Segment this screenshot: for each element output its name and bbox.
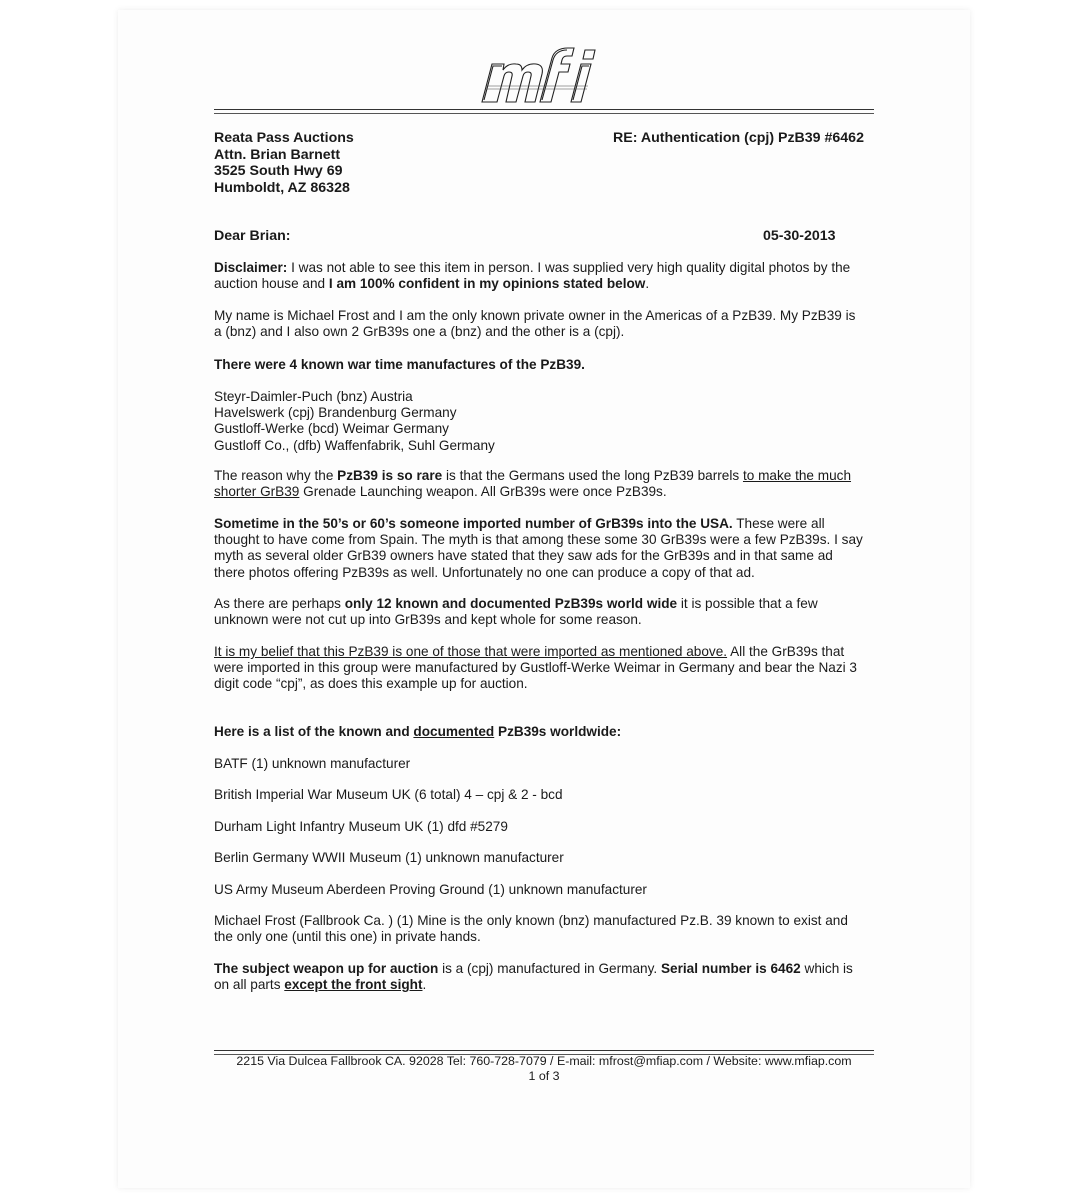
manufacturers-heading: [214, 357, 879, 373]
disclaimer-paragraph: [214, 260, 879, 292]
documented-text: As there are perhaps: [214, 596, 345, 611]
known-list-text: BATF (1) unknown manufacturer: [214, 756, 411, 771]
weapon-text: which is: [800, 961, 853, 976]
rarity-underline: to make the much: [742, 468, 852, 483]
import-paragraph: [214, 516, 879, 581]
header-rule: [214, 109, 874, 110]
known-list-text: US Army Museum Aberdeen Proving Ground (1) unknown manufacturer: [214, 882, 647, 897]
belief-underline: It is my belief that this PzB39 is one of those that were imported as mentioned above.: [214, 644, 728, 659]
rarity-bold: PzB39 is so rare: [337, 468, 443, 483]
rarity-text: Grenade Launching weapon. All GrB39s were once PzB39s.: [299, 484, 667, 500]
belief-line: digit code “cpj”, as does this example up for auction.: [214, 676, 528, 692]
known-list-heading: [214, 724, 879, 740]
import-bold: Sometime in the 50’s or 60’s someone imported number of GrB39s into the USA.: [214, 516, 733, 531]
belief-line: were imported in this group were manufactured by Gustloff-Werke Weimar in Germany and bear the Nazi 3: [214, 660, 857, 676]
import-text: These were all: [732, 516, 825, 531]
footer-contact: 2215 Via Dulcea Fallbrook CA. 92028 Tel: 760-728-7079 / E-mail: mfrost@mfiap.com / Website: www.mfiap.com: [236, 1054, 852, 1068]
logo-text: mfi: [476, 42, 478, 43]
weapon-text: is a (cpj) manufactured in Germany.: [438, 961, 661, 976]
subject-weapon-paragraph: [214, 961, 879, 993]
front-sight-note: except the front sight: [284, 977, 423, 993]
rarity-text: is that the Germans used the long PzB39 barrels: [442, 468, 743, 483]
known-list-text: Berlin Germany WWII Museum (1) unknown manufacturer: [214, 850, 564, 865]
subject-line: RE: Authentication (cpj) PzB39 #6462: [613, 130, 864, 146]
salutation: Dear Brian:: [214, 228, 291, 244]
known-list-text: British Imperial War Museum UK (6 total) 4 – cpj & 2 - bcd: [214, 787, 563, 802]
list-heading-underline: documented: [413, 724, 495, 739]
weapon-text: .: [422, 977, 427, 993]
weapon-bold: The subject weapon up for auction: [214, 961, 439, 976]
list-heading-text: Here is a list of the known and: [214, 724, 414, 739]
header-rule-thin: [214, 113, 874, 114]
disclaimer-label: Disclaimer:: [214, 260, 288, 275]
recipient-line: Reata Pass Auctions: [214, 130, 354, 146]
belief-paragraph: [214, 644, 879, 693]
frost-line: Michael Frost (Fallbrook Ca. ) (1) Mine is the only known (bnz) manufactured Pz.B. 39 known to exist and: [214, 913, 848, 928]
intro-paragraph: [214, 308, 879, 340]
recipient-line: 3525 South Hwy 69: [214, 163, 343, 179]
known-list-item: [214, 756, 879, 772]
manufacturer-item: Gustloff Co., (dfb) Waffenfabrik, Suhl Germany: [214, 437, 495, 453]
rarity-paragraph: [214, 468, 879, 500]
manufacturer-item: Havelswerk (cpj) Brandenburg Germany: [214, 405, 457, 421]
mfi-logo: [476, 42, 600, 106]
manufacturer-item: Steyr-Daimler-Puch (bnz) Austria: [214, 389, 413, 404]
disclaimer-text: I was not able to see this item in person. I was supplied very high quality digital photos by the: [287, 260, 851, 275]
disclaimer-bold: I am 100% confident in my opinions stated below: [328, 276, 646, 292]
recipient-line: Humboldt, AZ 86328: [214, 179, 350, 196]
intro-line: a (bnz) and I also own 2 GrB39s one a (bnz) and the other is a (cpj).: [214, 324, 625, 340]
letter-date: 05-30-2013: [763, 228, 836, 244]
disclaimer-text: auction house and: [214, 276, 329, 292]
footer-rule: [214, 1050, 874, 1051]
rarity-text: The reason why the: [214, 468, 338, 483]
recipient-line: Attn. Brian Barnett: [214, 146, 341, 163]
manufacturers-heading-text: There were 4 known war time manufactures of the PzB39.: [214, 357, 585, 372]
known-list-item: [214, 850, 879, 866]
disclaimer-end: .: [645, 276, 650, 292]
documented-bold: only 12 known and documented PzB39s world wide: [344, 596, 678, 611]
rarity-underline: shorter GrB39: [214, 484, 300, 500]
intro-line: My name is Michael Frost and I am the only known private owner in the Americas of a PzB39. My PzB39 is: [214, 308, 856, 323]
known-list-item: [214, 819, 879, 835]
frost-line: the only one (until this one) in private hands.: [214, 929, 481, 945]
serial-bold: Serial number is 6462: [660, 961, 801, 976]
documented-text: it is possible that a few: [677, 596, 818, 611]
belief-text: All the GrB39s that: [727, 644, 845, 659]
page-number: 1 of 3: [528, 1069, 560, 1083]
manufacturers-list: [214, 389, 879, 454]
known-list-item: [214, 787, 879, 803]
known-list-text: Durham Light Infantry Museum UK (1) dfd #5279: [214, 819, 508, 834]
list-heading-text: PzB39s worldwide:: [494, 724, 622, 739]
import-line: myth as several older GrB39 owners have stated that they saw ads for the GrB39s and in that same ad: [214, 548, 833, 564]
weapon-text: on all parts: [214, 977, 285, 993]
known-list-item: [214, 882, 879, 898]
manufacturer-item: Gustloff-Werke (bcd) Weimar Germany: [214, 421, 449, 437]
frost-entry: [214, 913, 879, 945]
recipient-address: [214, 130, 354, 196]
import-line: thought to have come from Spain. The myth is that among these some 30 GrB39s were a few PzB39s. I say: [214, 532, 863, 548]
documented-paragraph: [214, 596, 879, 628]
documented-line: unknown were not cut up into GrB39s and kept whole for some reason.: [214, 612, 642, 628]
import-line: there photos offering PzB39s as well. Unfortunately no one can produce a copy of that ad.: [214, 564, 755, 580]
